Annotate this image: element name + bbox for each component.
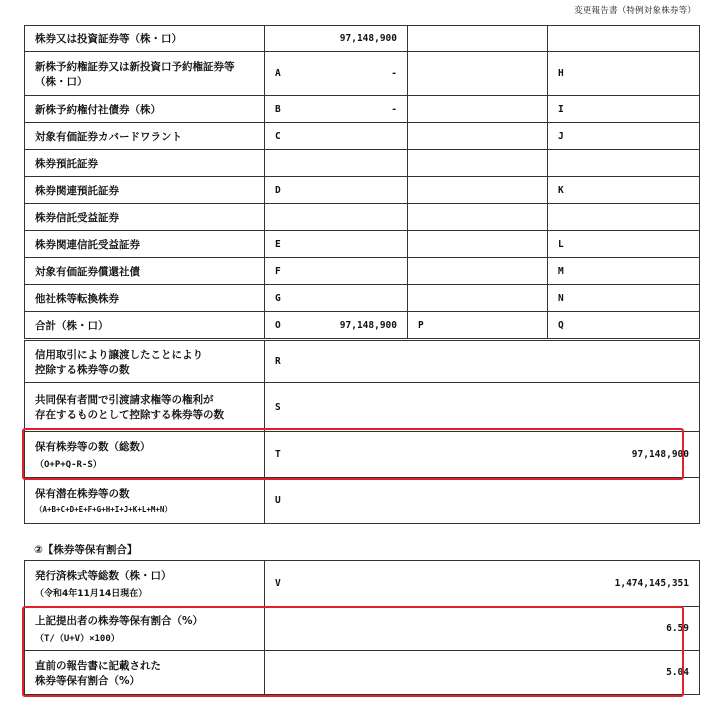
- row-s-label-cell: [25, 383, 265, 432]
- col4-cell: [548, 204, 700, 231]
- table-row-t: [25, 432, 700, 478]
- row-label: 新株予約権付社債券（株）: [35, 103, 161, 116]
- col2-cell: [265, 96, 408, 123]
- row-label-cell: [25, 285, 265, 312]
- col4-cell: L: [548, 231, 700, 258]
- row-ratio-label: 上記提出者の株券等保有割合（%）: [35, 615, 204, 627]
- row-t-value-cell: [265, 432, 700, 478]
- col2-cell: [265, 177, 408, 204]
- col2-value: -: [391, 68, 397, 79]
- col3-cell: [408, 258, 548, 285]
- row-t-letter: T: [275, 449, 281, 460]
- row-r-label2: 控除する株券等の数: [35, 363, 130, 376]
- table-row: [25, 258, 700, 285]
- row-prev-label2: 株券等保有割合（%）: [35, 674, 141, 687]
- table-row-ratio: [25, 607, 700, 651]
- row-label-cell: [25, 177, 265, 204]
- row-u-label-cell: [25, 478, 265, 524]
- row-r-label-cell: [25, 341, 265, 383]
- col3-cell: [408, 150, 548, 177]
- col4-cell: Q: [548, 312, 700, 339]
- col2-cell: [265, 231, 408, 258]
- table-row: [25, 26, 700, 52]
- col3-cell: [408, 285, 548, 312]
- holdings-table-lower: [24, 340, 700, 524]
- col2-letter: B: [275, 103, 281, 115]
- row-v-letter: V: [275, 578, 281, 589]
- row-v-value-cell: [265, 561, 700, 607]
- col2-letter: D: [275, 184, 281, 196]
- holdings-table-body: [25, 26, 700, 339]
- col3-cell: [408, 52, 548, 96]
- row-label: 株券又は投資証券等（株・口）: [35, 33, 182, 45]
- row-ratio-value: 6.59: [265, 607, 700, 651]
- table-row: [25, 285, 700, 312]
- row-label: 株券預託証券: [35, 157, 98, 170]
- col2-cell: [265, 150, 408, 177]
- holdings-table: [24, 25, 700, 339]
- ratio-table: [24, 560, 700, 695]
- row-prev-label: 直前の報告書に記載された: [35, 659, 161, 672]
- col2-cell: [265, 123, 408, 150]
- row-label-cell: [25, 96, 265, 123]
- col2-letter: F: [275, 265, 281, 277]
- table-row-r: [25, 341, 700, 383]
- col2-cell: [265, 204, 408, 231]
- row-s-letter: S: [265, 383, 700, 432]
- col2-cell: [265, 258, 408, 285]
- row-t-label-cell: [25, 432, 265, 478]
- row-label: 株券関連預託証券: [35, 184, 119, 197]
- row-label: 株券信託受益証券: [35, 211, 119, 224]
- table-row: [25, 231, 700, 258]
- row-t-label2: （O+P+Q-R-S）: [35, 460, 102, 470]
- row-t-value: 97,148,900: [631, 449, 689, 460]
- col2-value: -: [391, 103, 397, 115]
- row-label-cell: [25, 123, 265, 150]
- row-r-label: 信用取引により譲渡したことにより: [35, 348, 203, 361]
- row-v-label-cell: [25, 561, 265, 607]
- row-s-label2: 存在するものとして控除する株券等の数: [35, 409, 224, 421]
- col4-cell: [548, 150, 700, 177]
- table-row: [25, 204, 700, 231]
- table-row: [25, 177, 700, 204]
- row-label-cell: [25, 312, 265, 339]
- col2-letter: G: [275, 292, 281, 304]
- col2-cell: [265, 52, 408, 96]
- report-title: 変更報告書（特例対象株券等）: [574, 6, 696, 16]
- row-prev-label-cell: [25, 651, 265, 695]
- row-label-cell: [25, 204, 265, 231]
- col4-cell: N: [548, 285, 700, 312]
- col2-cell: [265, 285, 408, 312]
- row-label: 株券関連信託受益証券: [35, 238, 140, 251]
- col2-letter: O: [275, 319, 281, 331]
- row-ratio-label-cell: [25, 607, 265, 651]
- col2-letter: C: [275, 130, 281, 142]
- row-label-line2: （株・口）: [35, 75, 88, 88]
- col2-letter: A: [275, 68, 281, 79]
- row-t-label: 保有株券等の数（総数）: [35, 441, 151, 453]
- col3-cell: [408, 123, 548, 150]
- col2-cell: [265, 312, 408, 339]
- col3-cell: [408, 26, 548, 52]
- row-label-cell: [25, 26, 265, 52]
- section-ratio-title: ②【株券等保有割合】: [34, 544, 138, 556]
- col4-cell: K: [548, 177, 700, 204]
- table-row: [25, 150, 700, 177]
- col3-cell: [408, 231, 548, 258]
- col2-cell: [265, 26, 408, 52]
- col4-cell: [548, 26, 700, 52]
- row-prev-value: 5.04: [265, 651, 700, 695]
- row-v-value: 1,474,145,351: [614, 578, 689, 589]
- col3-cell: [408, 177, 548, 204]
- table-row-v: [25, 561, 700, 607]
- row-label: 対象有価証券カバードワラント: [35, 130, 182, 143]
- col2-letter: E: [275, 238, 281, 250]
- row-v-label: 発行済株式等総数（株・口）: [35, 570, 172, 582]
- row-label: 新株予約権証券又は新投資口予約権証券等: [35, 60, 235, 73]
- table-row: [25, 52, 700, 96]
- row-v-label2: （令和4年11月14日現在）: [35, 589, 148, 599]
- table-row: [25, 123, 700, 150]
- row-label-cell: [25, 258, 265, 285]
- row-s-label: 共同保有者間で引渡請求権等の権利が: [35, 394, 214, 406]
- col2-value: 97,148,900: [339, 33, 397, 44]
- row-label-cell: [25, 150, 265, 177]
- row-u-label: 保有潜在株券等の数: [35, 488, 130, 500]
- col3-cell: [408, 96, 548, 123]
- row-ratio-label2: （T/（U+V）×100）: [35, 634, 120, 644]
- row-u-label2: （A+B+C+D+E+F+G+H+I+J+K+L+M+N）: [35, 505, 172, 514]
- table-row: [25, 96, 700, 123]
- row-label: 対象有価証券償還社債: [35, 265, 140, 278]
- table-row: [25, 312, 700, 339]
- row-r-letter: R: [265, 341, 700, 383]
- col4-cell: I: [548, 96, 700, 123]
- col4-cell: J: [548, 123, 700, 150]
- table-row-u: [25, 478, 700, 524]
- col2-value: 97,148,900: [339, 319, 397, 331]
- col4-cell: H: [548, 52, 700, 96]
- row-label: 他社株等転換株券: [35, 292, 119, 305]
- row-label-cell: [25, 52, 265, 96]
- col3-cell: [408, 204, 548, 231]
- row-label-cell: [25, 231, 265, 258]
- col4-cell: M: [548, 258, 700, 285]
- table-row-prev: [25, 651, 700, 695]
- row-label: 合計（株・口）: [35, 319, 109, 332]
- col3-cell: P: [408, 312, 548, 339]
- row-u-letter: U: [265, 478, 700, 524]
- table-row-s: [25, 383, 700, 432]
